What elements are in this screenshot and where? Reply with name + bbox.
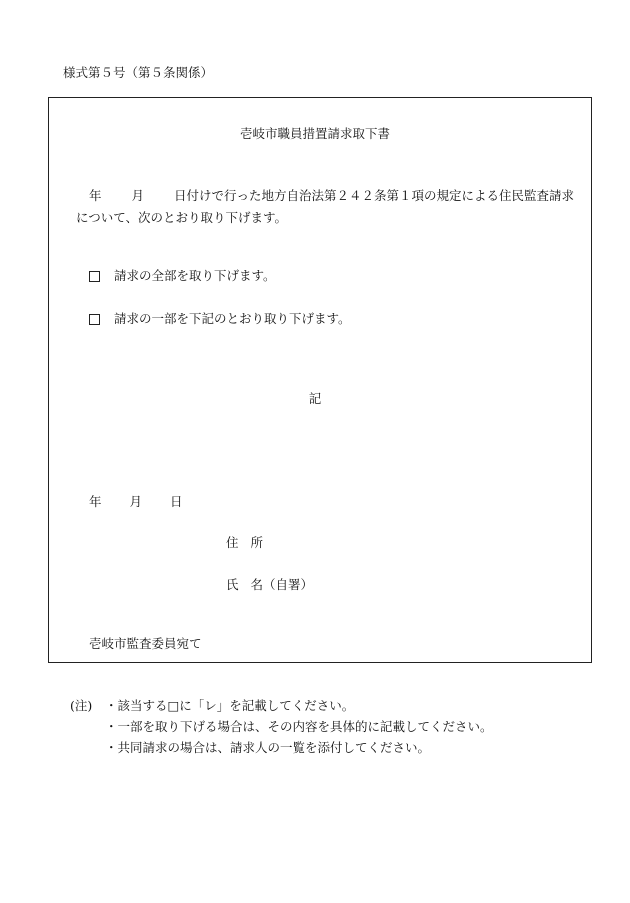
date-year-label: 年: [89, 188, 102, 203]
checkbox-withdraw-all[interactable]: [89, 271, 100, 282]
body-text-rest: 日付けで行った地方自治法第２４２条第１項の規定による住民監査請求: [174, 188, 575, 203]
notes-label: (注): [70, 698, 93, 713]
option-withdraw-part[interactable]: [89, 313, 351, 326]
note-item: ・該当する□に「レ」を記載してください。: [105, 698, 355, 713]
address-label-2: 所: [250, 535, 264, 550]
ki-heading: 記: [308, 391, 322, 406]
form-number: 様式第５号（第５条関係）: [63, 65, 214, 80]
signature-date: [89, 496, 183, 509]
name-label-1: 氏: [226, 577, 239, 592]
option-withdraw-part-label: 請求の一部を下記のとおり取り下げます。: [114, 311, 351, 326]
checkbox-withdraw-part[interactable]: [89, 314, 100, 325]
address-label-1: 住: [226, 535, 239, 550]
name-label-2: 名（自署）: [250, 577, 314, 592]
body-text-line-1: [89, 190, 574, 203]
name-label: [226, 579, 313, 592]
sign-date-day: 日: [170, 494, 183, 509]
body-text-line-2: について、次のとおり取り下げます。: [76, 210, 288, 225]
note-item: ・共同請求の場合は、請求人の一覧を添付してください。: [105, 740, 431, 755]
sign-date-month: 月: [129, 494, 143, 509]
note-item: ・一部を取り下げる場合は、その内容を具体的に記載してください。: [105, 719, 493, 734]
document-title: 壱岐市職員措置請求取下書: [239, 126, 390, 141]
addressee: 壱岐市監査委員宛て: [89, 636, 202, 651]
form-frame: [48, 97, 592, 663]
sign-date-year: 年: [89, 494, 102, 509]
date-month-label: 月: [131, 188, 145, 203]
option-withdraw-all[interactable]: [89, 270, 276, 283]
address-label: [226, 537, 263, 550]
option-withdraw-all-label: 請求の全部を取り下げます。: [114, 268, 276, 283]
